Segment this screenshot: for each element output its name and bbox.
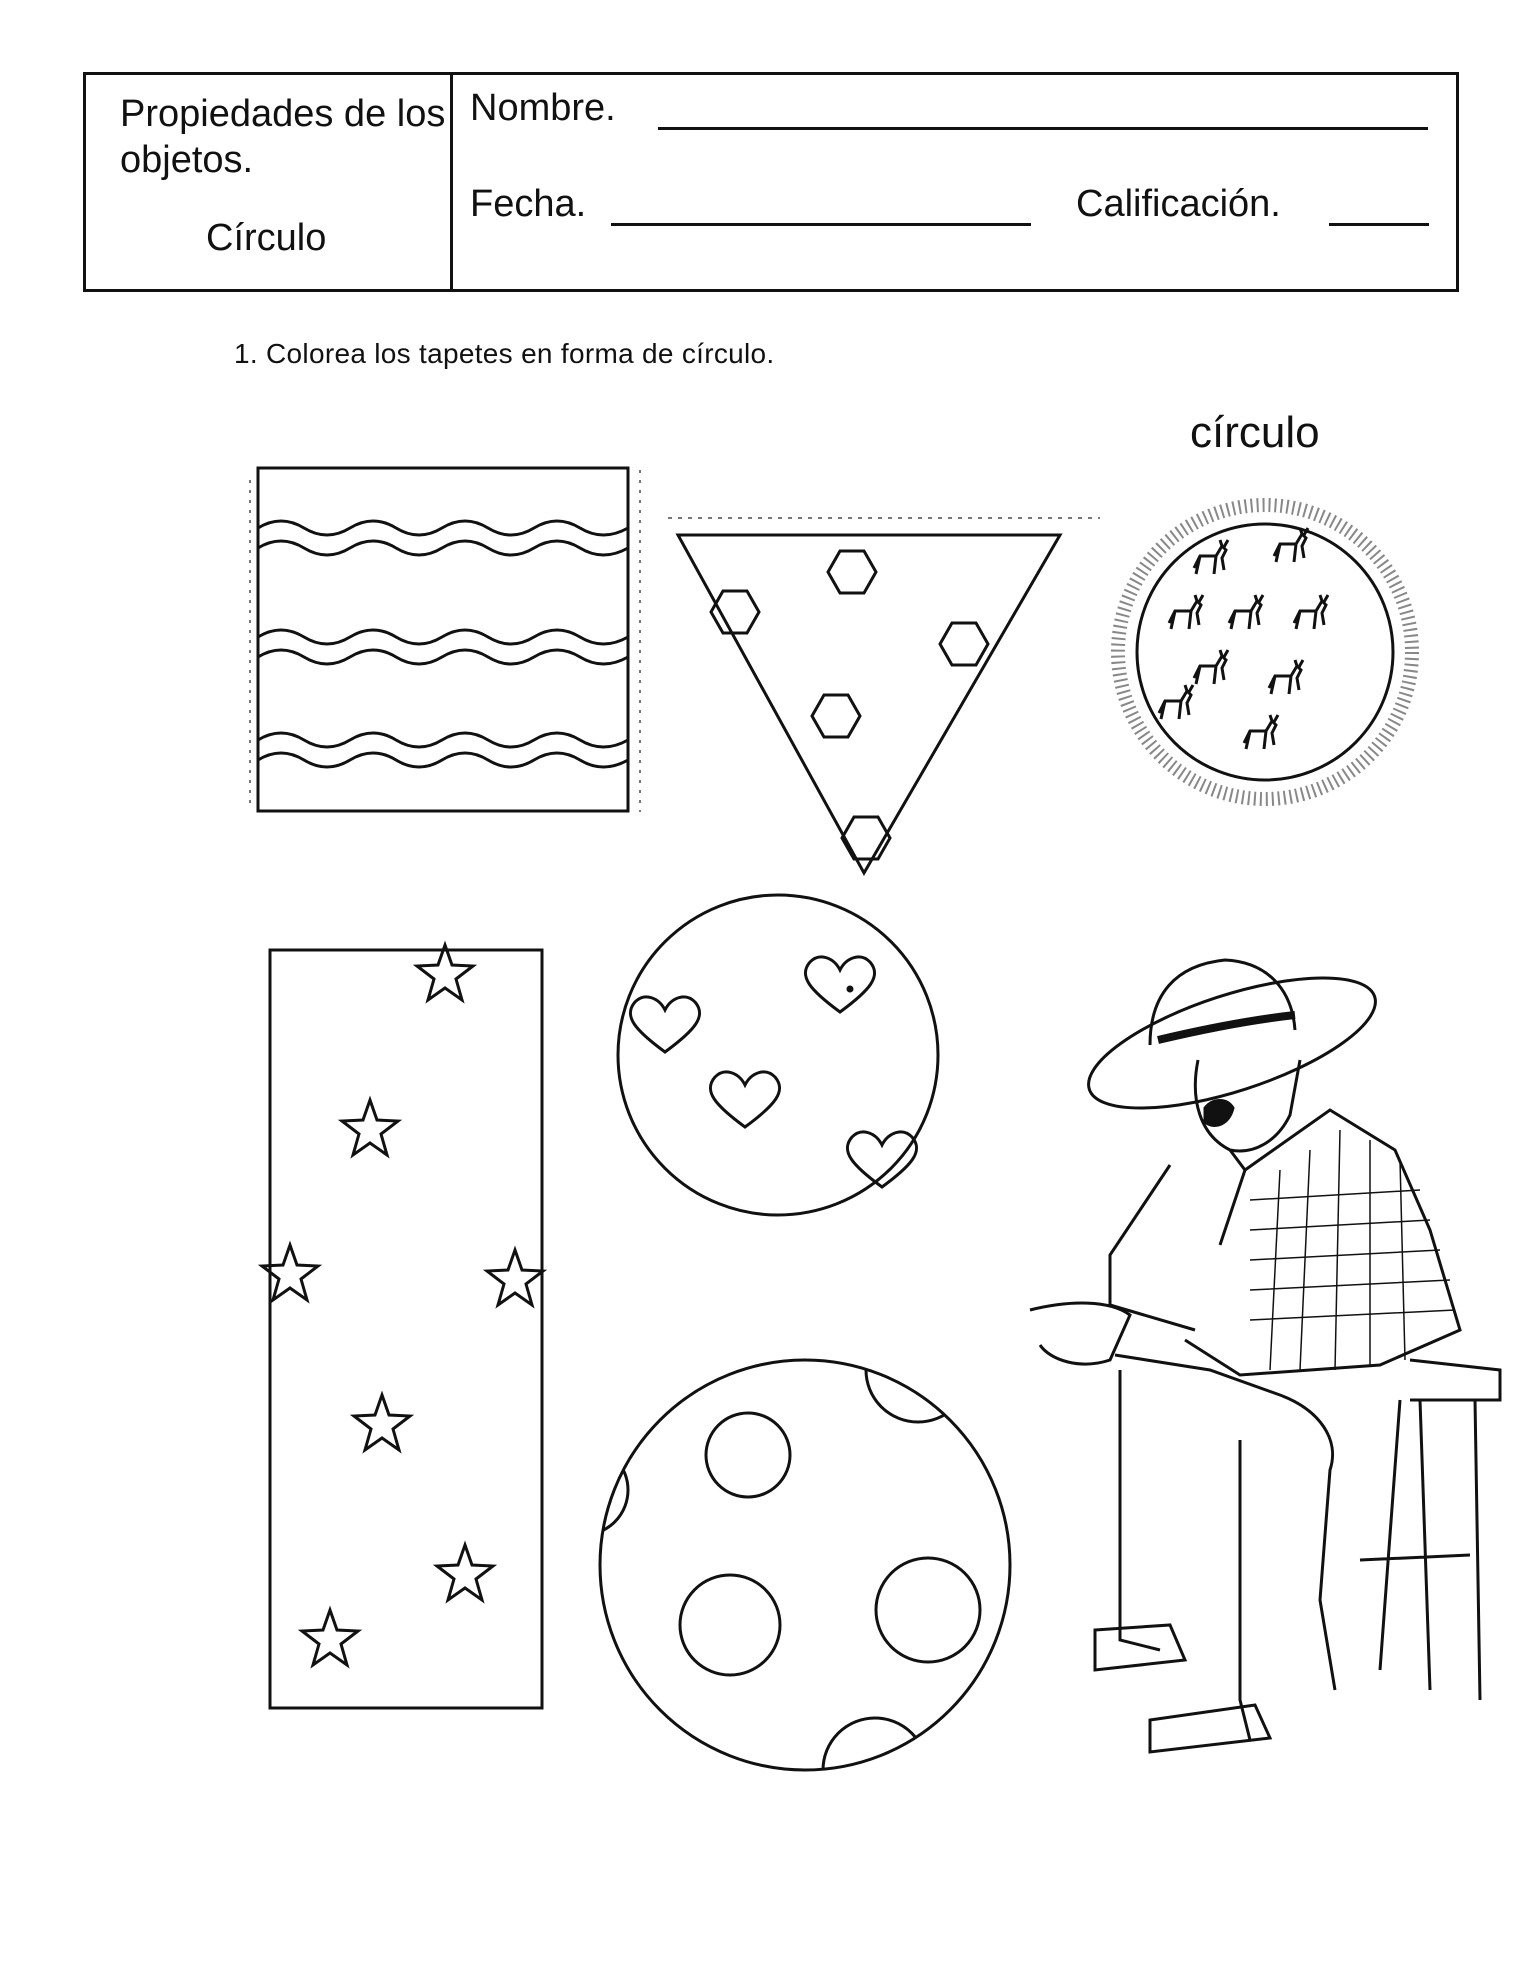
instruction-text: 1. Colorea los tapetes en forma de círculo. xyxy=(234,338,775,369)
square-mat-waves[interactable] xyxy=(250,468,640,812)
grade-label: Calificación. xyxy=(1076,183,1281,225)
shape-label: círculo xyxy=(1190,408,1320,457)
subject-title: Propiedades de los objetos. xyxy=(120,93,446,181)
man-illustration xyxy=(1030,951,1500,1752)
triangle-mat-hexagons[interactable] xyxy=(668,518,1100,873)
rectangle-mat-stars[interactable] xyxy=(262,945,543,1708)
name-label: Nombre. xyxy=(470,87,616,129)
circle-mat-dots[interactable] xyxy=(538,1318,1103,1822)
circle-mat-hearts[interactable] xyxy=(618,895,938,1215)
date-label: Fecha. xyxy=(470,183,587,225)
topic-title: Círculo xyxy=(206,217,327,259)
circle-mat-deer[interactable] xyxy=(1118,505,1412,799)
